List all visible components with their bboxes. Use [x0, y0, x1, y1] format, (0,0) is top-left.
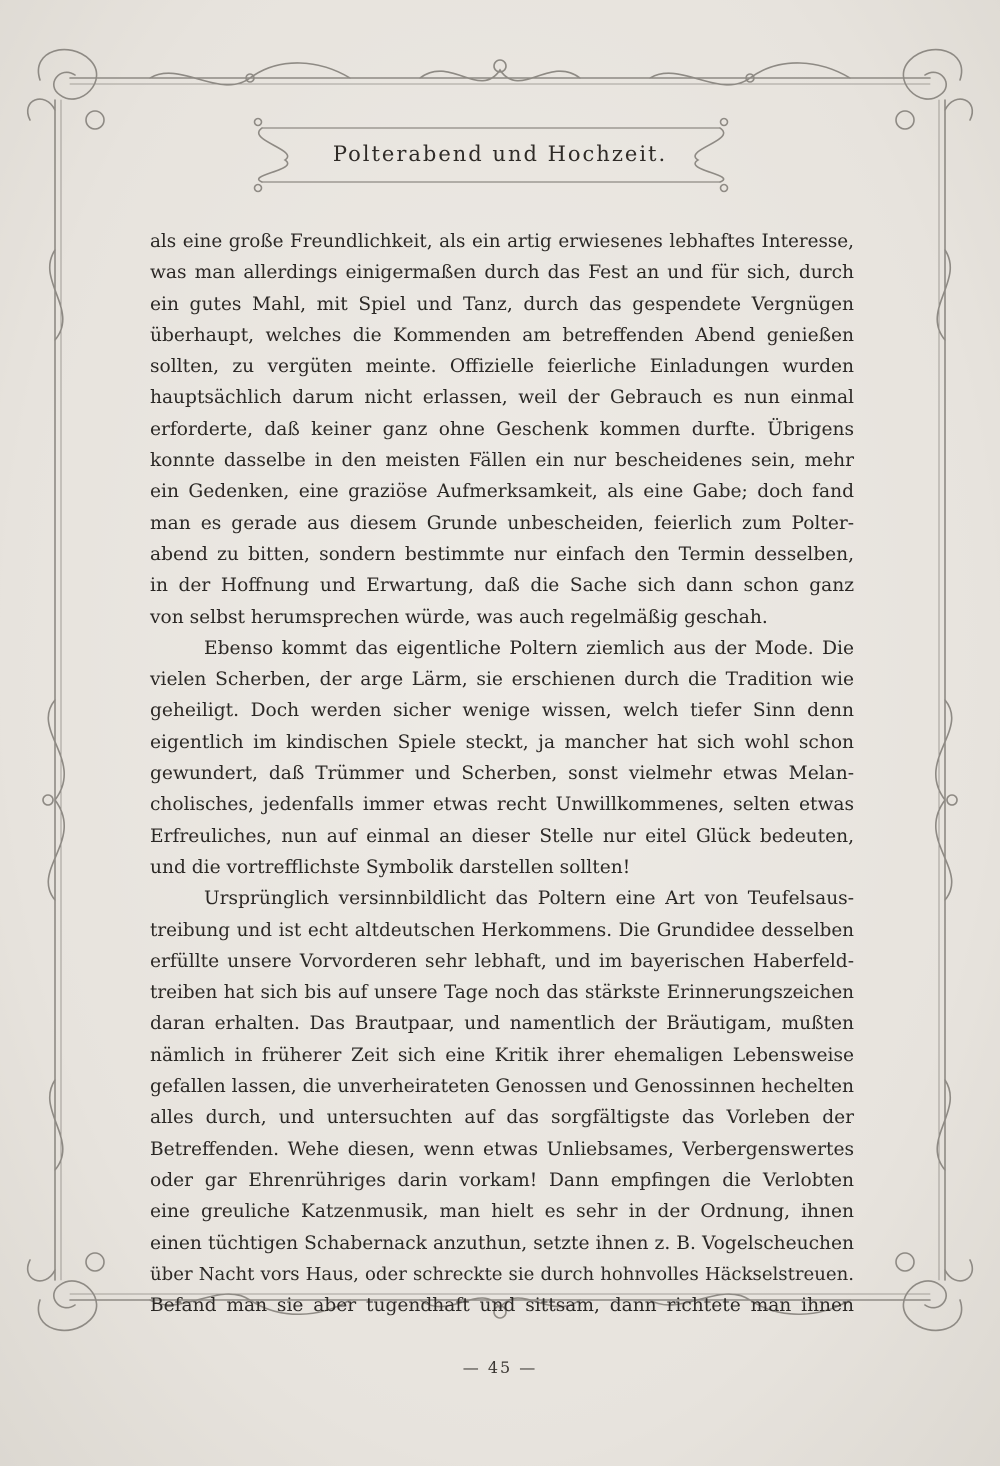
text-line: was man allerdings einigermaßen durch das Fest an und für sich, durch — [150, 262, 854, 284]
text-line: nämlich in früherer Zeit sich eine Kritik ihrer ehemaligen Lebensweise — [150, 1044, 854, 1066]
text-line: treibung und ist echt altdeutschen Herkommens. Die Grundidee desselben — [150, 919, 854, 941]
text-line: eigentlich im kindischen Spiele steckt, ja mancher hat sich wohl schon — [150, 731, 854, 753]
text-line: erfüllte unsere Vorvorderen sehr lebhaft, und im bayerischen Haberfeld- — [150, 950, 854, 972]
text-line: ein gutes Mahl, mit Spiel und Tanz, durch das gespendete Vergnügen — [150, 293, 854, 315]
text-line: Erfreuliches, nun auf einmal an dieser Stelle nur eitel Glück bedeuten, — [150, 825, 854, 847]
text-line: und die vortrefflichste Symbolik darstellen sollten! — [150, 856, 631, 878]
text-line: von selbst herumsprechen würde, was auch regelmäßig geschah. — [150, 606, 768, 628]
text-line: hauptsächlich darum nicht erlassen, weil der Gebrauch es nun einmal — [150, 387, 854, 409]
text-line: Befand man sie aber tugendhaft und sittsam, dann richtete man ihnen — [150, 1295, 854, 1317]
text-line: geheiligt. Doch werden sicher wenige wissen, welch tiefer Sinn denn — [150, 700, 854, 722]
text-line: gewundert, daß Trümmer und Scherben, sonst vielmehr etwas Melan- — [150, 763, 854, 785]
text-line: vielen Scherben, der arge Lärm, sie erschienen durch die Tradition wie — [150, 669, 854, 691]
text-line: cholisches, jedenfalls immer etwas recht Unwillkommenes, selten etwas — [150, 794, 854, 816]
text-line: man es gerade aus diesem Grunde unbescheiden, feierlich zum Polter- — [150, 512, 854, 534]
text-line: oder gar Ehrenrühriges darin vorkam! Dann empfingen die Verlobten — [150, 1169, 854, 1191]
text-line: treiben hat sich bis auf unsere Tage noch das stärkste Erinnerungszeichen — [150, 982, 854, 1004]
text-line: gefallen lassen, die unverheirateten Genossen und Genossinnen hechelten — [150, 1076, 854, 1098]
text-line: sollten, zu vergüten meinte. Offizielle feierliche Einladungen wurden — [150, 356, 854, 378]
text-line: erforderte, daß keiner ganz ohne Geschenk kommen durfte. Übrigens — [150, 418, 854, 440]
paragraph-start-line: Ursprünglich versinnbildlicht das Poltern eine Art von Teufelsaus- — [204, 888, 854, 910]
text-line: abend zu bitten, sondern bestimmte nur einfach den Termin desselben, — [150, 543, 854, 565]
text-line: überhaupt, welches die Kommenden am betreffenden Abend genießen — [150, 324, 854, 346]
text-line: eine greuliche Katzenmusik, man hielt es sehr in der Ordnung, ihnen — [150, 1201, 854, 1223]
text-line: alles durch, und untersuchten auf das sorgfältigste das Vorleben der — [150, 1107, 854, 1129]
paragraph-start-line: Ebenso kommt das eigentliche Poltern ziemlich aus der Mode. Die — [204, 637, 854, 659]
text-line: konnte dasselbe in den meisten Fällen ein nur bescheidenes sein, mehr — [150, 450, 854, 472]
text-line: Betreffenden. Wehe diesen, wenn etwas Unliebsames, Verbergenswertes — [150, 1138, 854, 1160]
body-text — [150, 226, 854, 1317]
text-line: daran erhalten. Das Brautpaar, und namentlich der Bräutigam, mußten — [150, 1013, 854, 1035]
text-line: als eine große Freundlichkeit, als ein artig erwiesenes lebhaftes Interesse, — [150, 231, 854, 252]
text-line: in der Hoffnung und Erwartung, daß die Sache sich dann schon ganz — [150, 575, 854, 597]
running-header-title: Polterabend und Hochzeit. — [332, 142, 668, 166]
text-line: ein Gedenken, eine graziöse Aufmerksamkeit, als eine Gabe; doch fand — [150, 481, 854, 503]
text-line: über Nacht vors Haus, oder schreckte sie durch hohnvolles Häckselstreuen. — [150, 1263, 854, 1285]
text-line: einen tüchtigen Schabernack anzuthun, setzte ihnen z. B. Vogelscheuchen — [150, 1232, 854, 1254]
page-number: — 45 — — [462, 1358, 538, 1377]
